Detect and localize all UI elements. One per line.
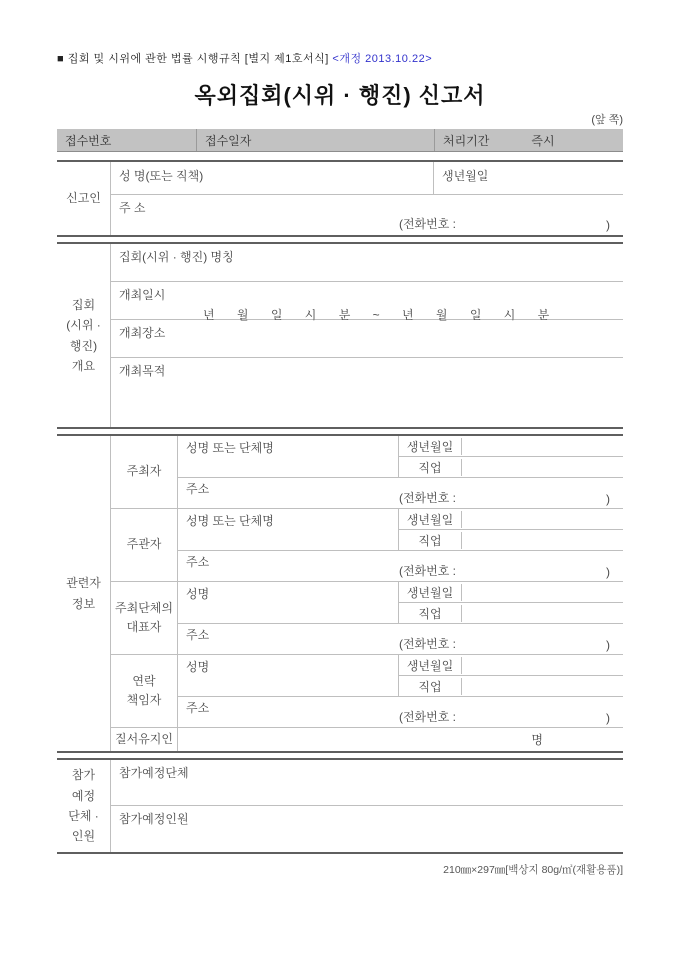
regulation-notice (57, 0, 623, 66)
organizer-name-field[interactable] (178, 436, 399, 477)
supervisor-block (111, 509, 623, 582)
contact-person-role-line2: 책임자 (126, 693, 162, 707)
supervisor-phone-field[interactable] (399, 562, 610, 579)
organizer-birthdate-label: 생년월일 (399, 438, 462, 455)
related-section-label (57, 436, 111, 751)
organizer-job-label: 직업 (399, 459, 462, 476)
supervisor-job-label: 직업 (399, 532, 462, 549)
assembly-label-line2: (시위 · (66, 318, 101, 333)
reporter-section-label-text: 신고인 (66, 191, 101, 206)
regulation-notice-text: ■ 집회 및 시위에 관한 법률 시행규칙 [별지 제1호서식] (57, 53, 329, 65)
participants-label-line3: 단체 · (68, 809, 99, 823)
participants-label-line2: 예정 (71, 788, 96, 803)
processing-period-cell (434, 129, 623, 151)
supervisor-name-label: 성명 또는 단체명 (186, 514, 274, 528)
assembly-place-label: 개최장소 (119, 326, 166, 340)
organizer-birthdate-field[interactable] (462, 436, 623, 456)
organizer-phone-close-paren: ) (606, 492, 610, 506)
contact-person-birthdate-label: 생년월일 (399, 657, 462, 674)
assembly-purpose-label: 개최목적 (119, 364, 166, 378)
order-keeper-label-text: 질서유지인 (115, 731, 173, 746)
host-org-representative-block (111, 582, 623, 655)
organizer-block (111, 436, 623, 509)
reporter-address-field[interactable] (111, 195, 623, 235)
receipt-date-label: 접수일자 (205, 133, 252, 148)
supervisor-birthdate-field[interactable] (462, 509, 623, 529)
assembly-label-line3: 행진) (69, 338, 98, 353)
order-keeper-row (111, 728, 623, 751)
expected-attendance-label: 참가예정인원 (119, 812, 189, 826)
paper-spec-note: 210㎜×297㎜[백상지 80g/㎡(재활용품)] (443, 864, 623, 876)
reporter-address-label: 주 소 (119, 201, 146, 215)
assembly-overview-section (57, 242, 623, 429)
host-org-representative-address-field[interactable] (178, 624, 623, 654)
reporter-section (57, 160, 623, 237)
organizer-phone-label: (전화번호 : (398, 491, 456, 505)
host-org-representative-birthdate-label: 생년월일 (399, 584, 462, 601)
supervisor-job-field[interactable] (462, 530, 623, 550)
organizer-role-line1: 주최자 (126, 464, 162, 479)
host-org-representative-job-label: 직업 (399, 605, 462, 622)
processing-period-label: 처리기간 (443, 133, 490, 148)
receipt-number-label: 접수번호 (65, 133, 112, 148)
reporter-name-field[interactable] (111, 162, 434, 194)
participants-label-line1: 참가 (71, 768, 96, 783)
reporter-phone-label: (전화번호 : (398, 217, 456, 231)
reporter-birthdate-field[interactable] (434, 162, 623, 194)
related-persons-section (57, 434, 623, 753)
related-label-line1: 관련자 (66, 576, 101, 591)
contact-person-address-field[interactable] (178, 697, 623, 727)
reporter-phone-close-paren: ) (606, 218, 610, 232)
host-org-representative-role-label (111, 582, 178, 654)
supervisor-phone-close-paren: ) (606, 565, 610, 579)
contact-person-address-label: 주소 (186, 701, 210, 715)
host-org-representative-name-label: 성명 (186, 587, 210, 601)
supervisor-phone-label: (전화번호 : (398, 564, 456, 578)
assembly-datetime-field[interactable] (111, 282, 623, 320)
expected-attendance-field[interactable] (111, 806, 623, 852)
expected-groups-field[interactable] (111, 760, 623, 806)
reporter-name-row (111, 162, 623, 195)
assembly-section-label (57, 244, 111, 427)
reporter-name-label: 성 명(또는 직책) (119, 169, 204, 183)
host-org-representative-phone-close-paren: ) (606, 638, 610, 652)
host-org-representative-birthdate-field[interactable] (462, 582, 623, 602)
contact-person-phone-close-paren: ) (606, 711, 610, 725)
host-org-representative-phone-label: (전화번호 : (398, 637, 456, 651)
related-label-line2: 정보 (71, 596, 96, 611)
participants-section (57, 758, 623, 854)
reporter-phone-field[interactable] (399, 215, 610, 232)
host-org-representative-job-field[interactable] (462, 603, 623, 623)
assembly-name-field[interactable] (111, 244, 623, 282)
supervisor-address-field[interactable] (178, 551, 623, 581)
contact-person-phone-field[interactable] (399, 708, 610, 725)
reporter-section-label (57, 162, 111, 235)
host-org-representative-role-line1: 주최단체의 (115, 600, 173, 615)
receipt-date-cell[interactable] (196, 129, 434, 151)
assembly-label-line4: 개요 (71, 358, 96, 373)
organizer-phone-field[interactable] (399, 489, 610, 506)
assembly-datetime-label: 개최일시 (119, 288, 166, 302)
contact-person-block (111, 655, 623, 728)
revision-date-text: <개정 2013.10.22> (332, 53, 433, 65)
assembly-purpose-field[interactable] (111, 358, 623, 427)
supervisor-address-label: 주소 (186, 555, 210, 569)
organizer-job-field[interactable] (462, 457, 623, 477)
contact-person-role-label (111, 655, 178, 727)
contact-person-job-label: 직업 (399, 678, 462, 695)
supervisor-role-label (111, 509, 178, 581)
host-org-representative-name-field[interactable] (178, 582, 399, 623)
assembly-name-label: 집회(시위 · 행진) 명칭 (119, 250, 234, 264)
contact-person-name-field[interactable] (178, 655, 399, 696)
organizer-role-label (111, 436, 178, 508)
order-keeper-unit-label: 명 (531, 733, 543, 747)
order-keeper-count-field[interactable] (178, 728, 623, 751)
receipt-header-row (57, 129, 623, 152)
host-org-representative-phone-field[interactable] (399, 635, 610, 652)
organizer-name-label: 성명 또는 단체명 (186, 441, 274, 455)
front-side-note: (앞 쪽) (591, 114, 623, 126)
host-org-representative-role-line2: 대표자 (126, 620, 162, 634)
contact-person-phone-label: (전화번호 : (398, 710, 456, 724)
contact-person-role-line1: 연락 (132, 673, 156, 688)
supervisor-birthdate-label: 생년월일 (399, 511, 462, 528)
participants-section-label (57, 760, 111, 852)
expected-groups-label: 참가예정단체 (119, 766, 189, 780)
reporter-birthdate-label: 생년월일 (442, 169, 489, 183)
order-keeper-label (111, 728, 178, 751)
assembly-datetime-units: 년 월 일 시 분 ~ 년 월 일 시 분 (203, 308, 550, 322)
participants-label-line4: 인원 (71, 829, 96, 844)
assembly-label-line1: 집회 (71, 297, 96, 312)
contact-person-name-label: 성명 (186, 660, 210, 674)
contact-person-birthdate-field[interactable] (462, 655, 623, 675)
receipt-number-cell[interactable] (57, 129, 196, 151)
assembly-place-field[interactable] (111, 320, 623, 358)
supervisor-role-line1: 주관자 (126, 537, 162, 552)
organizer-address-label: 주소 (186, 482, 210, 496)
processing-period-value: 즉시 (531, 133, 555, 148)
organizer-address-field[interactable] (178, 478, 623, 508)
contact-person-job-field[interactable] (462, 676, 623, 696)
host-org-representative-address-label: 주소 (186, 628, 210, 642)
form-title: 옥외집회(시위 · 행진) 신고서 (194, 83, 486, 108)
supervisor-name-field[interactable] (178, 509, 399, 550)
